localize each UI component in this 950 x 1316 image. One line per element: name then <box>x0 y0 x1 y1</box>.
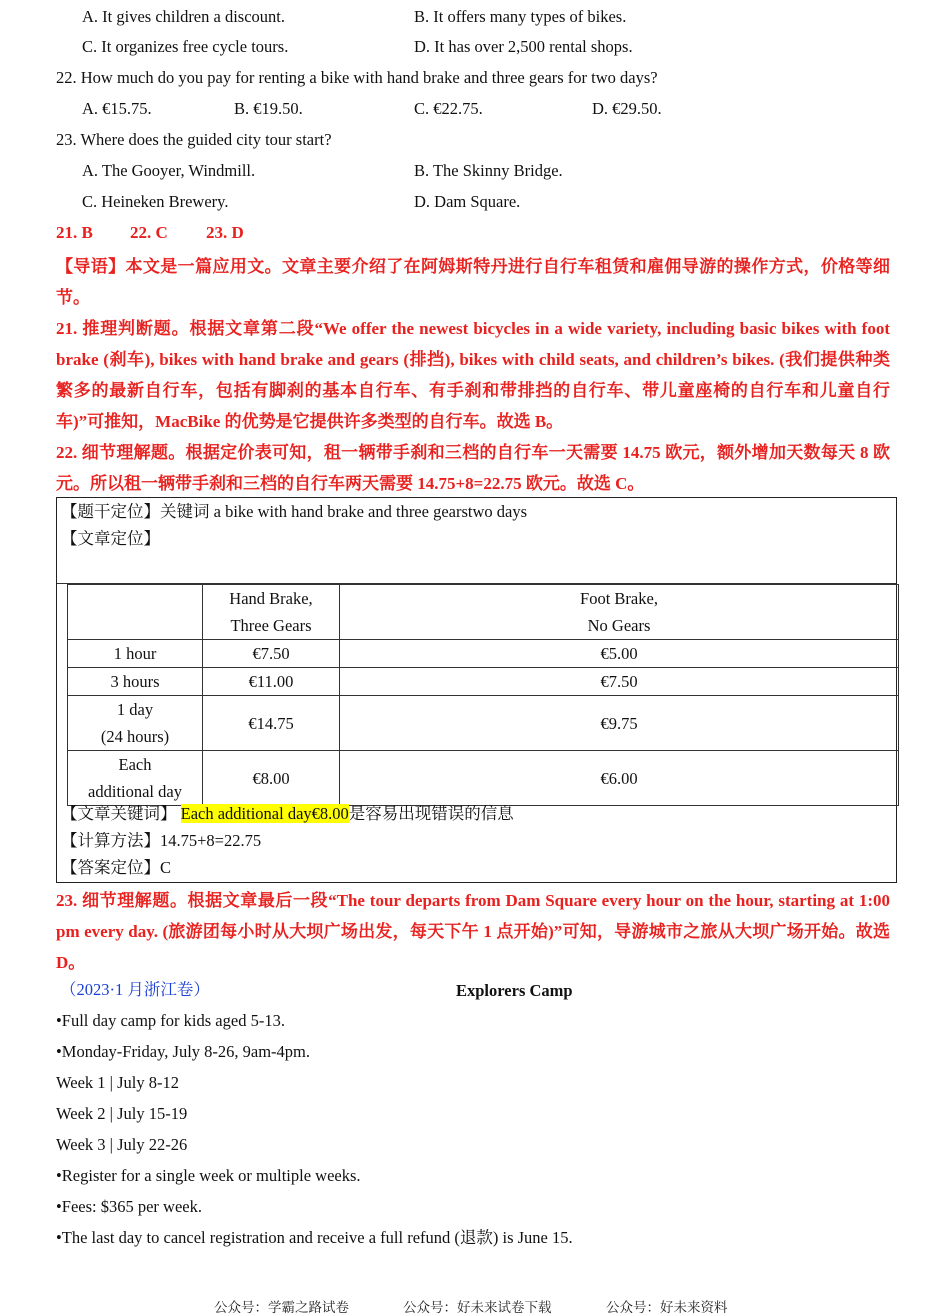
hand-price: €14.75 <box>203 696 340 751</box>
row-label: 3 hours <box>68 668 203 696</box>
answer-text: C <box>160 858 172 877</box>
calc-text: 14.75+8=22.75 <box>160 831 262 850</box>
calc-line <box>61 830 261 852</box>
table-row <box>68 640 899 668</box>
answer-21: 21. B <box>56 223 93 242</box>
q23-option-b: B. The Skinny Bridge. <box>414 161 563 180</box>
q21-option-c: C. It organizes free cycle tours. <box>82 37 289 56</box>
price-table <box>67 584 899 806</box>
q21-option-d: D. It has over 2,500 rental shops. <box>414 37 633 56</box>
explanation-21: 21. 推理判断题。根据文章第二段“We offer the newest bicycles in a wide variety, including basic bikes with foot brake (刹车), bikes with hand brake and gears (排挡), bikes with child seats, and children’s bikes. (我们提供种类繁多的最新自行车，包括有脚刹的基本自行车、有手刹和带排挡的自行车、带儿童座椅的自行车和儿童自行车)”可推知，MacBike 的优势是它提供许多类型的自行车。故选 B。 <box>56 319 890 431</box>
camp-line: Week 2 | July 15-19 <box>56 1104 188 1123</box>
row-label: Each additional day <box>68 751 203 806</box>
q23-option-c: C. Heineken Brewery. <box>82 192 229 211</box>
camp-line: •The last day to cancel registration and receive a full refund (退款) is June 15. <box>56 1228 573 1247</box>
q22-option-c: C. €22.75. <box>414 99 483 118</box>
keyword-highlight: Each additional day€8.00 <box>180 804 349 823</box>
calc-label: 【计算方法】 <box>61 831 160 850</box>
header-hand-brake: Hand Brake, Three Gears <box>203 585 340 640</box>
foot-price: €6.00 <box>340 751 899 806</box>
answer-label: 【答案定位】 <box>61 858 160 877</box>
camp-line: Week 1 | July 8-12 <box>56 1073 179 1092</box>
analysis-box <box>56 497 897 883</box>
header-foot-brake: Foot Brake, No Gears <box>340 585 899 640</box>
guide-paragraph: 【导语】本文是一篇应用文。文章主要介绍了在阿姆斯特丹进行自行车租赁和雇佣导游的操作方式，价格等细节。 <box>56 257 890 307</box>
keyword-line <box>61 803 514 825</box>
q22-stem: 22. How much do you pay for renting a bike with hand brake and three gears for two days? <box>56 68 658 87</box>
source-tag: （2023·1 月浙江卷） <box>60 980 210 999</box>
footer-item: 公众号：学霸之路试卷 <box>214 1300 349 1316</box>
camp-title: Explorers Camp <box>456 981 573 1000</box>
keyword-label: 【文章关键词】 <box>61 804 177 823</box>
stem-location-text: 关键词 a bike with hand brake and three gearstwo days <box>160 502 528 521</box>
camp-line: •Register for a single week or multiple weeks. <box>56 1166 361 1185</box>
q23-stem: 23. Where does the guided city tour start? <box>56 130 332 149</box>
article-location-label: 【文章定位】 <box>61 529 160 548</box>
q21-option-b: B. It offers many types of bikes. <box>414 7 627 26</box>
foot-price: €7.50 <box>340 668 899 696</box>
foot-price: €9.75 <box>340 696 899 751</box>
table-row <box>68 696 899 751</box>
explanation-22: 22. 细节理解题。根据定价表可知，租一辆带手刹和三档的自行车一天需要 14.75 欧元，额外增加天数每天 8 欧元。所以租一辆带手刹和三档的自行车两天需要 14.75+8=22.75 欧元。故选 C。 <box>56 443 890 493</box>
explanation-23: 23. 细节理解题。根据文章最后一段“The tour departs from Dam Square every hour on the hour, starting at 1:00 pm every day. (旅游团每小时从大坝广场出发，每天下午 1 点开始)”可知，导游城市之旅从大坝广场开始。故选 D。 <box>56 891 890 972</box>
keyword-note: 是容易出现错误的信息 <box>348 804 514 823</box>
foot-price: €5.00 <box>340 640 899 668</box>
answer-22: 22. C <box>130 223 168 242</box>
q21-option-a: A. It gives children a discount. <box>82 7 285 26</box>
stem-location-label: 【题干定位】 <box>61 502 160 521</box>
q23-option-a: A. The Gooyer, Windmill. <box>82 161 256 180</box>
row-label: 1 hour <box>68 640 203 668</box>
row-label: 1 day (24 hours) <box>68 696 203 751</box>
footer-item: 公众号：好未来试卷下载 <box>403 1300 552 1316</box>
q22-option-b: B. €19.50. <box>234 99 303 118</box>
q23-option-d: D. Dam Square. <box>414 192 521 211</box>
camp-line: •Fees: $365 per week. <box>56 1197 202 1216</box>
hand-price: €7.50 <box>203 640 340 668</box>
footer-item: 公众号：好未来资料 <box>606 1300 728 1316</box>
hand-price: €11.00 <box>203 668 340 696</box>
table-row <box>68 751 899 806</box>
table-header-row <box>68 585 899 640</box>
table-corner-cell <box>68 585 203 640</box>
hand-price: €8.00 <box>203 751 340 806</box>
q22-option-d: D. €29.50. <box>592 99 662 118</box>
answer-line <box>61 857 171 879</box>
answer-23: 23. D <box>206 223 244 242</box>
q22-option-a: A. €15.75. <box>82 99 152 118</box>
camp-line: •Full day camp for kids aged 5-13. <box>56 1011 285 1030</box>
camp-line: Week 3 | July 22-26 <box>56 1135 188 1154</box>
camp-line: •Monday-Friday, July 8-26, 9am-4pm. <box>56 1042 311 1061</box>
stem-location <box>61 501 527 523</box>
table-row <box>68 668 899 696</box>
